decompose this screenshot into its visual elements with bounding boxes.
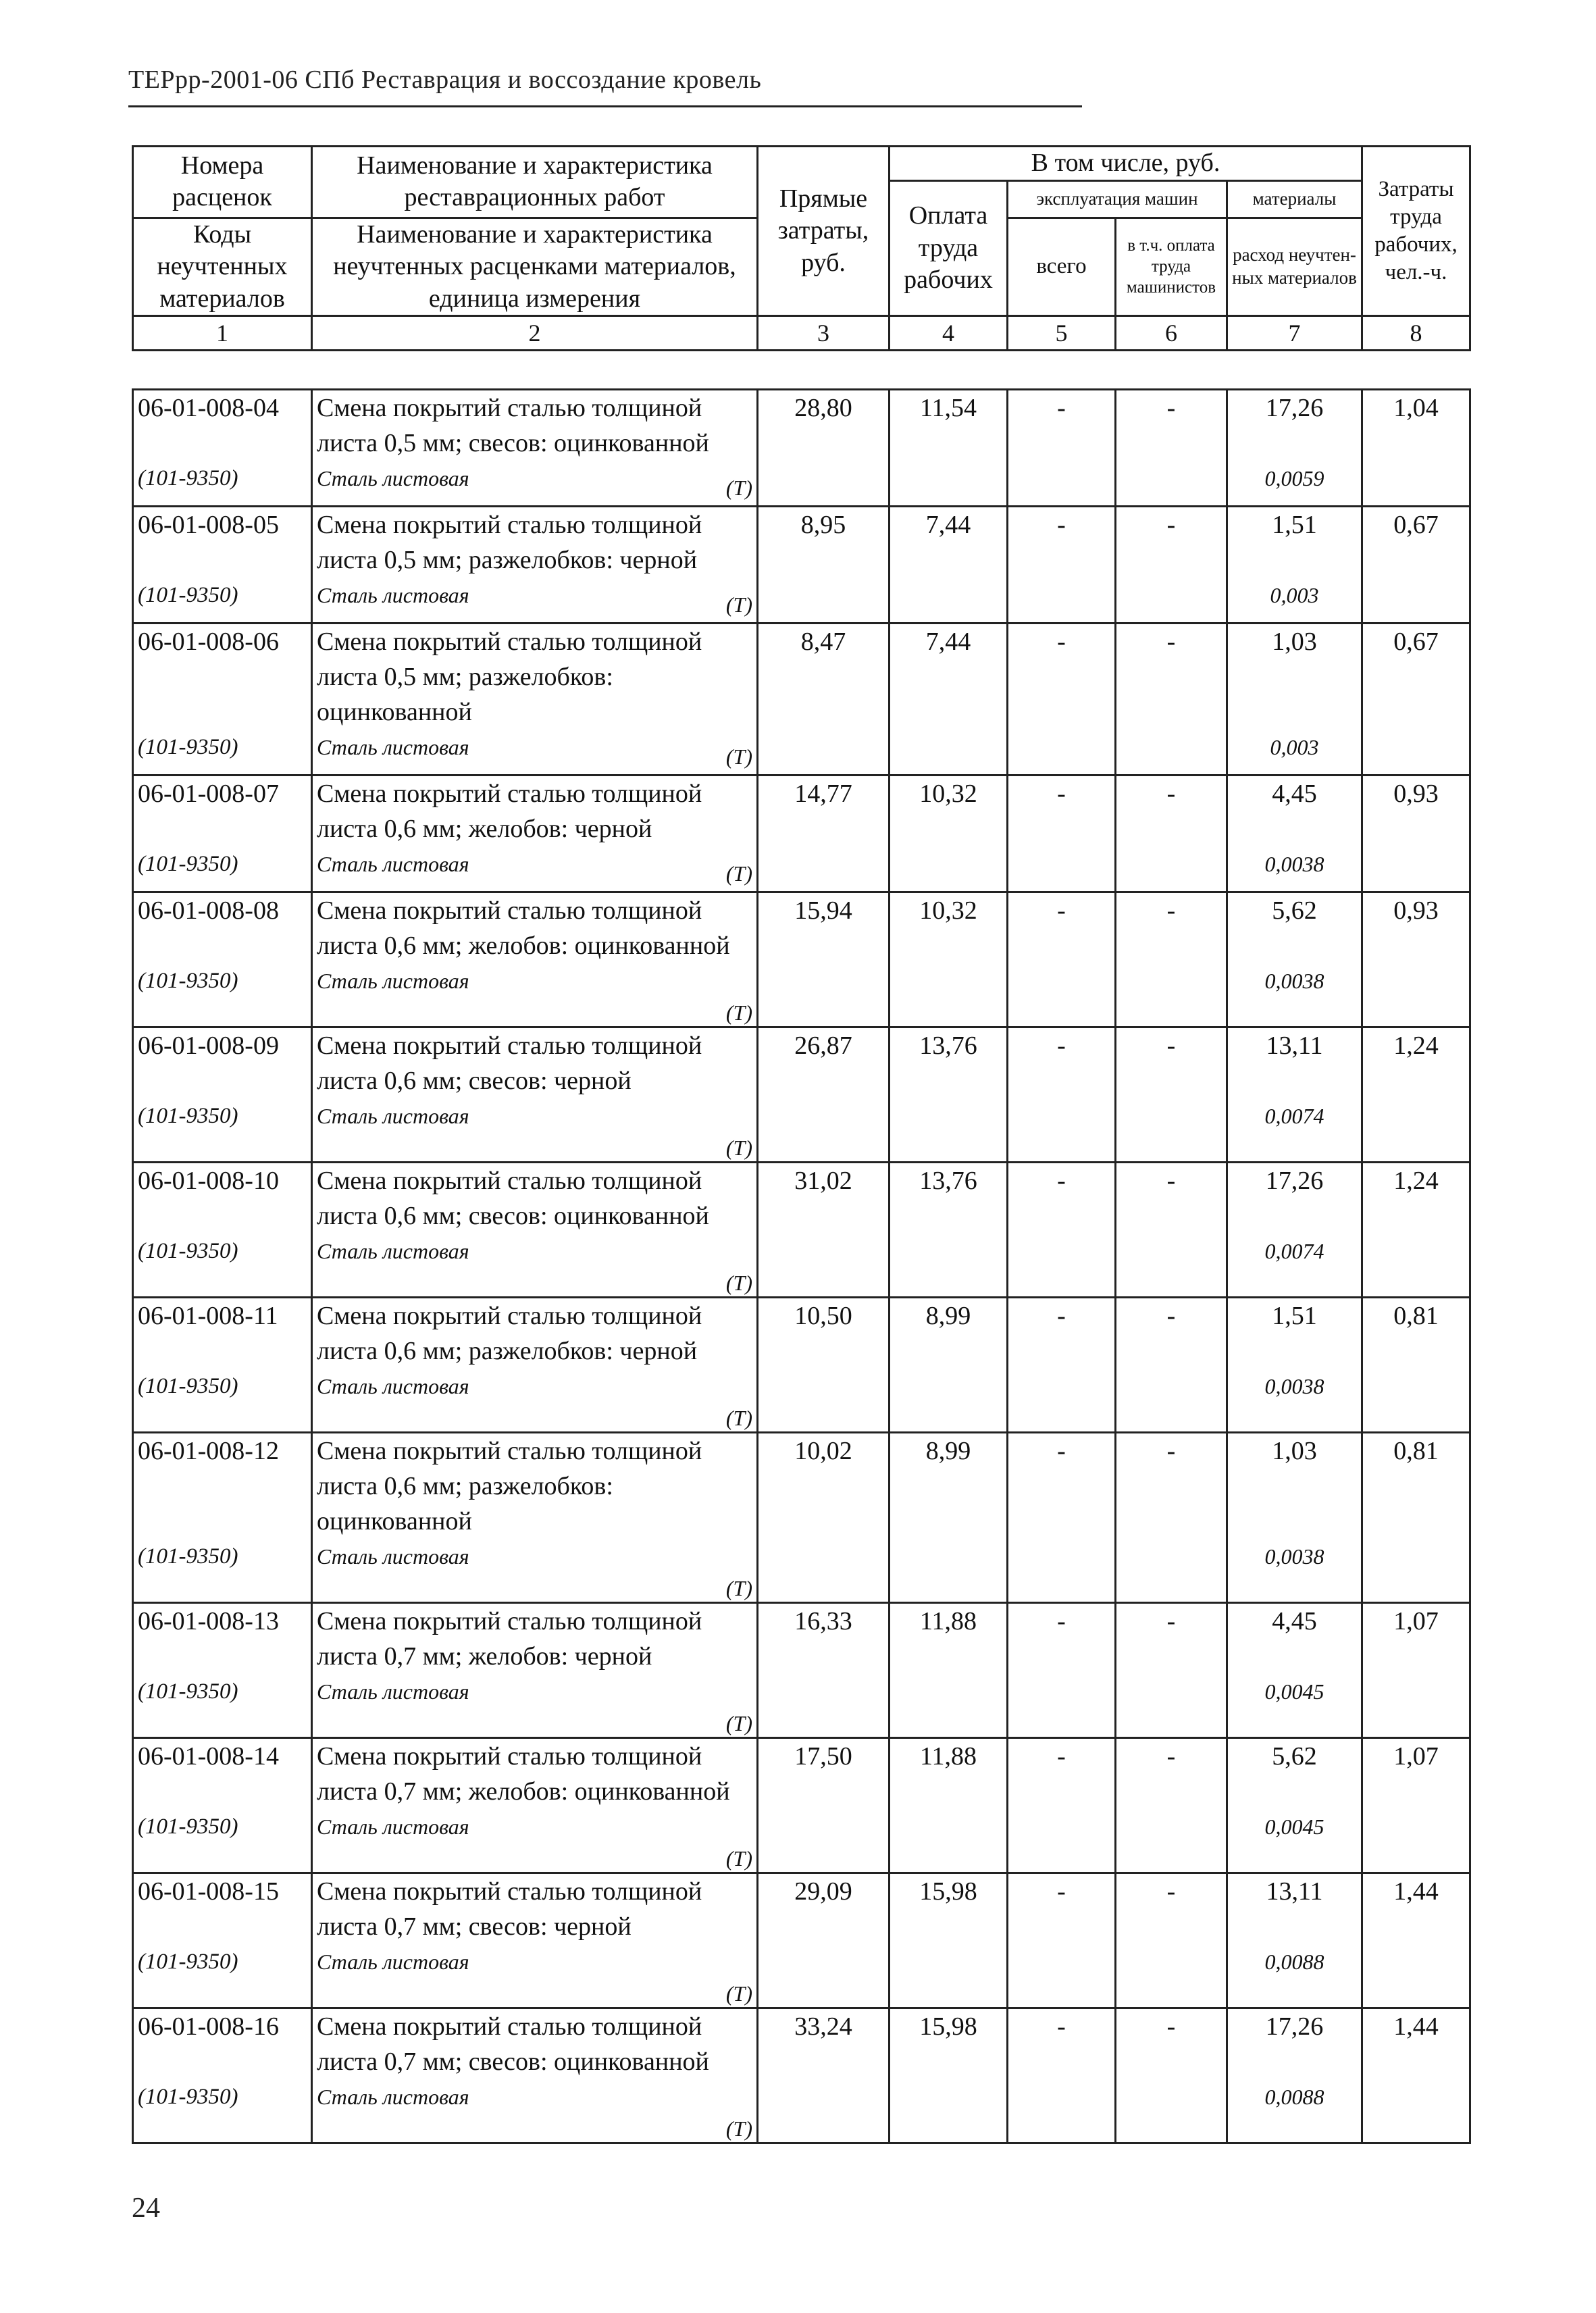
materials-value: 13,11 — [1266, 1032, 1323, 1060]
machines-total: - — [1008, 2008, 1116, 2143]
materials-cell — [1227, 892, 1362, 1027]
unit-mark: (Т) — [725, 1576, 752, 1600]
material-consumption: 0,0038 — [1264, 852, 1324, 876]
labor-cost: 10,32 — [890, 892, 1008, 1027]
rate-name-line: оцинкованной — [317, 1507, 472, 1535]
material-name: Сталь листовая — [317, 1104, 469, 1128]
rate-name-cell — [312, 1603, 758, 1738]
rate-name-cell — [312, 1298, 758, 1433]
material-consumption: 0,0038 — [1264, 969, 1324, 993]
rate-name-line: Смена покрытий сталью толщиной — [317, 1302, 702, 1330]
machinists-labor: - — [1116, 892, 1227, 1027]
materials-value: 5,62 — [1272, 896, 1317, 925]
material-code: (101-9350) — [138, 969, 238, 993]
rate-name-line: Смена покрытий сталью толщиной — [317, 1742, 702, 1771]
rate-name-line: Смена покрытий сталью толщиной — [317, 1607, 702, 1635]
rate-code-cell — [133, 1433, 312, 1603]
col8-header: Затраты труда рабочих, чел.-ч. — [1362, 147, 1470, 316]
material-name: Сталь листовая — [317, 1374, 469, 1398]
unit-mark: (Т) — [725, 744, 752, 769]
labor-hours: 0,67 — [1362, 507, 1470, 624]
col-number: 8 — [1362, 316, 1470, 351]
labor-cost: 10,32 — [890, 776, 1008, 892]
materials-cell — [1227, 1027, 1362, 1163]
rate-code-cell — [133, 1603, 312, 1738]
rate-code-cell — [133, 624, 312, 776]
labor-hours: 1,07 — [1362, 1738, 1470, 1873]
material-name: Сталь листовая — [317, 1544, 469, 1569]
unit-mark: (Т) — [725, 1846, 752, 1871]
labor-hours: 1,24 — [1362, 1163, 1470, 1298]
material-code: (101-9350) — [138, 2085, 238, 2109]
rate-name-line: листа 0,7 мм; желобов: черной — [317, 1642, 652, 1671]
rate-name-line: листа 0,7 мм; свесов: черной — [317, 1912, 632, 1941]
direct-cost: 10,02 — [758, 1433, 890, 1603]
col-number: 7 — [1227, 316, 1362, 351]
labor-cost: 7,44 — [890, 624, 1008, 776]
materials-cell — [1227, 776, 1362, 892]
machines-total: - — [1008, 1738, 1116, 1873]
rates-table — [132, 388, 1471, 2144]
direct-cost: 33,24 — [758, 2008, 890, 2143]
labor-cost: 11,88 — [890, 1603, 1008, 1738]
col1-header-top: Номера расценок — [133, 147, 312, 218]
material-consumption: 0,003 — [1270, 735, 1319, 759]
machines-total: - — [1008, 1433, 1116, 1603]
machines-total: - — [1008, 390, 1116, 507]
materials-value: 4,45 — [1272, 780, 1317, 808]
material-name: Сталь листовая — [317, 1814, 469, 1839]
direct-cost: 31,02 — [758, 1163, 890, 1298]
machines-total: - — [1008, 1027, 1116, 1163]
materials-value: 1,03 — [1272, 1437, 1317, 1465]
material-name: Сталь листовая — [317, 969, 469, 993]
materials-value: 13,11 — [1266, 1877, 1323, 1906]
material-code: (101-9350) — [138, 735, 238, 759]
rate-name-line: Смена покрытий сталью толщиной — [317, 1877, 702, 1906]
rate-code: 06-01-008-16 — [138, 2012, 279, 2041]
material-name: Сталь листовая — [317, 1679, 469, 1704]
unit-mark: (Т) — [725, 1000, 752, 1025]
rate-code: 06-01-008-13 — [138, 1607, 279, 1635]
table-row — [133, 1027, 1470, 1163]
rate-name-line: Смена покрытий сталью толщиной — [317, 780, 702, 808]
unit-mark: (Т) — [725, 2116, 752, 2141]
direct-cost: 29,09 — [758, 1873, 890, 2008]
labor-hours: 0,81 — [1362, 1433, 1470, 1603]
direct-cost: 10,50 — [758, 1298, 890, 1433]
labor-hours: 1,24 — [1362, 1027, 1470, 1163]
materials-cell — [1227, 1298, 1362, 1433]
col-number: 4 — [890, 316, 1008, 351]
rate-name-cell — [312, 390, 758, 507]
labor-hours: 0,67 — [1362, 624, 1470, 776]
rate-name-line: листа 0,5 мм; разжелобков: черной — [317, 546, 698, 574]
rate-name-cell — [312, 1027, 758, 1163]
rate-code: 06-01-008-05 — [138, 511, 279, 539]
materials-value: 17,26 — [1265, 1167, 1324, 1195]
rate-name-cell — [312, 776, 758, 892]
machines-total: - — [1008, 507, 1116, 624]
rate-name-line: листа 0,6 мм; свесов: черной — [317, 1067, 632, 1095]
rate-code-cell — [133, 1298, 312, 1433]
labor-cost: 11,88 — [890, 1738, 1008, 1873]
materials-value: 1,51 — [1272, 511, 1317, 539]
material-code: (101-9350) — [138, 1814, 238, 1839]
rate-code-cell — [133, 507, 312, 624]
machinists-labor: - — [1116, 624, 1227, 776]
labor-hours: 1,44 — [1362, 1873, 1470, 2008]
machinists-labor: - — [1116, 776, 1227, 892]
rate-code-cell — [133, 390, 312, 507]
material-name: Сталь листовая — [317, 583, 469, 607]
col7-header: расход неучтен-ных материалов — [1227, 218, 1362, 316]
material-code: (101-9350) — [138, 1239, 238, 1263]
material-consumption: 0,003 — [1270, 583, 1319, 607]
rate-code-cell — [133, 1027, 312, 1163]
materials-cell — [1227, 1433, 1362, 1603]
table-row — [133, 1738, 1470, 1873]
table-row — [133, 776, 1470, 892]
materials-cell — [1227, 1603, 1362, 1738]
materials-value: 1,03 — [1272, 628, 1317, 656]
machinists-labor: - — [1116, 507, 1227, 624]
direct-cost: 16,33 — [758, 1603, 890, 1738]
machines-total: - — [1008, 1603, 1116, 1738]
col2-header-top: Наименование и характеристика реставрационных работ — [312, 147, 758, 218]
col3-header: Прямые затраты, руб. — [758, 147, 890, 316]
material-code: (101-9350) — [138, 1374, 238, 1398]
material-code: (101-9350) — [138, 583, 238, 607]
table-row — [133, 507, 1470, 624]
table-row — [133, 390, 1470, 507]
material-name: Сталь листовая — [317, 466, 469, 490]
rate-name-line: листа 0,7 мм; желобов: оцинкованной — [317, 1777, 730, 1806]
rate-code: 06-01-008-04 — [138, 394, 279, 422]
table-row — [133, 624, 1470, 776]
direct-cost: 28,80 — [758, 390, 890, 507]
material-consumption: 0,0045 — [1264, 1814, 1324, 1839]
table-row — [133, 2008, 1470, 2143]
materials-value: 17,26 — [1265, 394, 1324, 422]
materials-cell — [1227, 1873, 1362, 2008]
rate-code-cell — [133, 1163, 312, 1298]
rate-name-line: Смена покрытий сталью толщиной — [317, 1032, 702, 1060]
machinists-labor: - — [1116, 1603, 1227, 1738]
material-name: Сталь листовая — [317, 2085, 469, 2109]
direct-cost: 17,50 — [758, 1738, 890, 1873]
material-code: (101-9350) — [138, 1104, 238, 1128]
material-consumption: 0,0074 — [1264, 1104, 1324, 1128]
rate-name-line: Смена покрытий сталью толщиной — [317, 511, 702, 539]
material-consumption: 0,0088 — [1264, 1950, 1324, 1974]
materials-value: 5,62 — [1272, 1742, 1317, 1771]
rate-name-line: листа 0,6 мм; свесов: оцинкованной — [317, 1202, 709, 1230]
labor-cost: 11,54 — [890, 390, 1008, 507]
rate-name-line: Смена покрытий сталью толщиной — [317, 394, 702, 422]
rate-name-line: Смена покрытий сталью толщиной — [317, 628, 702, 656]
material-code: (101-9350) — [138, 1950, 238, 1974]
materials-cell — [1227, 1163, 1362, 1298]
rate-code: 06-01-008-09 — [138, 1032, 279, 1060]
material-consumption: 0,0045 — [1264, 1679, 1324, 1704]
machinists-labor: - — [1116, 2008, 1227, 2143]
rate-name-cell — [312, 892, 758, 1027]
materials-cell — [1227, 624, 1362, 776]
rate-name-cell — [312, 1163, 758, 1298]
machines-total: - — [1008, 776, 1116, 892]
material-name: Сталь листовая — [317, 1950, 469, 1974]
rate-name-line: листа 0,6 мм; желобов: черной — [317, 815, 652, 843]
table-row — [133, 1298, 1470, 1433]
machines-total: - — [1008, 1298, 1116, 1433]
labor-cost: 13,76 — [890, 1027, 1008, 1163]
col-number: 6 — [1116, 316, 1227, 351]
machinists-labor: - — [1116, 1298, 1227, 1433]
rate-name-line: Смена покрытий сталью толщиной — [317, 896, 702, 925]
col5-header: всего — [1008, 218, 1116, 316]
col4-header: Оплата труда рабочих — [890, 180, 1008, 316]
material-consumption: 0,0059 — [1264, 466, 1324, 490]
rate-name-line: Смена покрытий сталью толщиной — [317, 1167, 702, 1195]
labor-cost: 15,98 — [890, 2008, 1008, 2143]
materials-value: 1,51 — [1272, 1302, 1317, 1330]
labor-hours: 1,07 — [1362, 1603, 1470, 1738]
rate-name-cell — [312, 1738, 758, 1873]
material-consumption: 0,0088 — [1264, 2085, 1324, 2109]
materials-cell — [1227, 390, 1362, 507]
material-consumption: 0,0038 — [1264, 1374, 1324, 1398]
machinists-labor: - — [1116, 390, 1227, 507]
labor-cost: 8,99 — [890, 1298, 1008, 1433]
materials-value: 17,26 — [1265, 2012, 1324, 2041]
col-number: 2 — [312, 316, 758, 351]
direct-cost: 26,87 — [758, 1027, 890, 1163]
direct-cost: 8,95 — [758, 507, 890, 624]
machines-total: - — [1008, 1873, 1116, 2008]
table-row — [133, 1163, 1470, 1298]
col-number: 5 — [1008, 316, 1116, 351]
machines-total: - — [1008, 624, 1116, 776]
rate-name-line: Смена покрытий сталью толщиной — [317, 1437, 702, 1465]
rate-name-line: листа 0,6 мм; желобов: оцинкованной — [317, 932, 730, 960]
unit-mark: (Т) — [725, 1136, 752, 1160]
machines-group-header: эксплуатация машин — [1008, 180, 1227, 218]
rate-name-line: листа 0,5 мм; разжелобков: — [317, 663, 613, 691]
rate-name-cell — [312, 507, 758, 624]
rate-code-cell — [133, 1738, 312, 1873]
document-header: ТЕРрр-2001-06 СПб Реставрация и воссоздание кровель — [128, 66, 762, 94]
table-row — [133, 1873, 1470, 2008]
labor-cost: 15,98 — [890, 1873, 1008, 2008]
direct-cost: 8,47 — [758, 624, 890, 776]
machinists-labor: - — [1116, 1738, 1227, 1873]
unit-mark: (Т) — [725, 1711, 752, 1735]
unit-mark: (Т) — [725, 1981, 752, 2006]
labor-hours: 0,93 — [1362, 892, 1470, 1027]
rate-code: 06-01-008-06 — [138, 628, 279, 656]
labor-cost: 7,44 — [890, 507, 1008, 624]
rate-name-cell — [312, 1873, 758, 2008]
material-name: Сталь листовая — [317, 852, 469, 876]
table-row — [133, 1603, 1470, 1738]
material-code: (101-9350) — [138, 852, 238, 876]
unit-mark: (Т) — [725, 476, 752, 500]
labor-cost: 13,76 — [890, 1163, 1008, 1298]
machinists-labor: - — [1116, 1433, 1227, 1603]
rate-name-line: оцинкованной — [317, 698, 472, 726]
machinists-labor: - — [1116, 1163, 1227, 1298]
labor-cost: 8,99 — [890, 1433, 1008, 1603]
material-consumption: 0,0074 — [1264, 1239, 1324, 1263]
rate-name-line: листа 0,7 мм; свесов: оцинкованной — [317, 2048, 709, 2076]
materials-cell — [1227, 507, 1362, 624]
material-name: Сталь листовая — [317, 1239, 469, 1263]
rate-name-line: листа 0,6 мм; разжелобков: черной — [317, 1337, 698, 1365]
direct-cost: 15,94 — [758, 892, 890, 1027]
page-number: 24 — [132, 2193, 160, 2224]
col-number: 3 — [758, 316, 890, 351]
materials-cell — [1227, 2008, 1362, 2143]
labor-hours: 1,04 — [1362, 390, 1470, 507]
table-header — [132, 145, 1471, 351]
material-consumption: 0,0038 — [1264, 1544, 1324, 1569]
labor-hours: 0,81 — [1362, 1298, 1470, 1433]
unit-mark: (Т) — [725, 1406, 752, 1430]
rate-name-line: Смена покрытий сталью толщиной — [317, 2012, 702, 2041]
rate-code-cell — [133, 776, 312, 892]
machines-total: - — [1008, 1163, 1116, 1298]
machines-total: - — [1008, 892, 1116, 1027]
labor-hours: 1,44 — [1362, 2008, 1470, 2143]
labor-hours: 0,93 — [1362, 776, 1470, 892]
rate-name-line: листа 0,6 мм; разжелобков: — [317, 1472, 613, 1500]
rate-code: 06-01-008-12 — [138, 1437, 279, 1465]
rate-name-cell — [312, 2008, 758, 2143]
rate-code: 06-01-008-07 — [138, 780, 279, 808]
rate-code: 06-01-008-11 — [138, 1302, 278, 1330]
material-code: (101-9350) — [138, 466, 238, 490]
col1-header-bottom: Коды неучтенных материалов — [133, 218, 312, 316]
machinists-labor: - — [1116, 1873, 1227, 2008]
rate-name-cell — [312, 624, 758, 776]
group-header: В том числе, руб. — [890, 147, 1362, 181]
col6-header: в т.ч. оплата труда машинистов — [1116, 218, 1227, 316]
unit-mark: (Т) — [725, 1271, 752, 1295]
unit-mark: (Т) — [725, 861, 752, 886]
materials-value: 4,45 — [1272, 1607, 1317, 1635]
material-code: (101-9350) — [138, 1679, 238, 1704]
material-code: (101-9350) — [138, 1544, 238, 1569]
header-rule — [128, 105, 1082, 107]
rate-code: 06-01-008-15 — [138, 1877, 279, 1906]
rate-code: 06-01-008-10 — [138, 1167, 279, 1195]
machinists-labor: - — [1116, 1027, 1227, 1163]
table-row — [133, 1433, 1470, 1603]
rate-code-cell — [133, 892, 312, 1027]
materials-cell — [1227, 1738, 1362, 1873]
unit-mark: (Т) — [725, 592, 752, 617]
rate-code: 06-01-008-14 — [138, 1742, 279, 1771]
rate-code-cell — [133, 2008, 312, 2143]
material-name: Сталь листовая — [317, 735, 469, 759]
materials-group-header: материалы — [1227, 180, 1362, 218]
rate-name-line: листа 0,5 мм; свесов: оцинкованной — [317, 429, 709, 457]
direct-cost: 14,77 — [758, 776, 890, 892]
rate-code: 06-01-008-08 — [138, 896, 279, 925]
rate-name-cell — [312, 1433, 758, 1603]
col-number: 1 — [133, 316, 312, 351]
table-row — [133, 892, 1470, 1027]
rate-code-cell — [133, 1873, 312, 2008]
col2-header-bottom: Наименование и характеристика неучтенных расценками материалов, единица измерения — [312, 218, 758, 316]
